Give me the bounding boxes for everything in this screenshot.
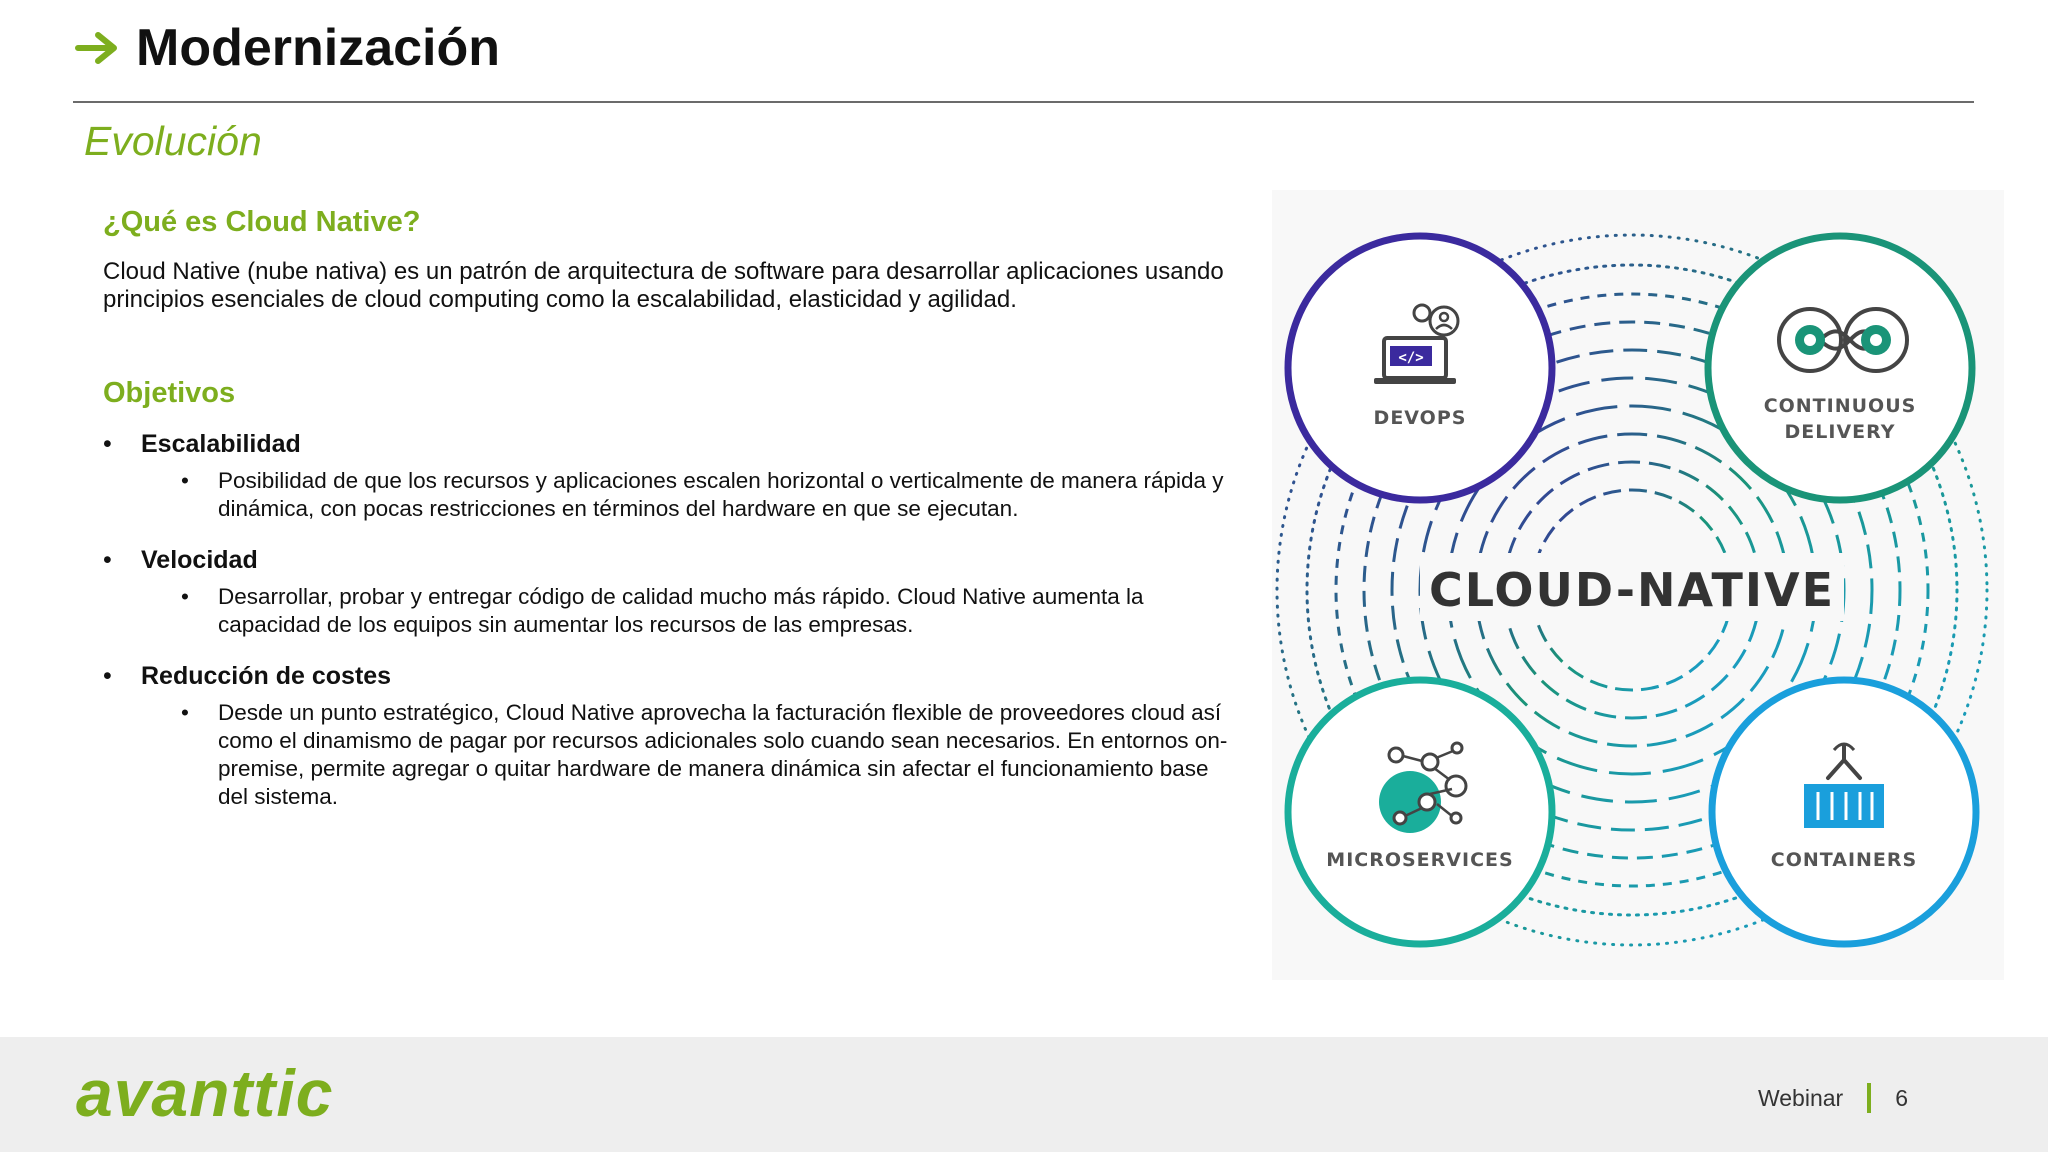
devops-node — [1288, 236, 1552, 500]
list-item — [103, 545, 1243, 639]
objective-detail: • Desde un punto estratégico, Cloud Native aprovecha la facturación flexible de proveedores cloud así como el dinamismo de pagar por recursos adicionales solo cuando sean necesarios. En entornos on-premise, permite agregar o quitar hardware de manera dinámica sin afectar el funcionamiento base del sistema. — [218, 699, 1243, 811]
objective-detail: • Posibilidad de que los recursos y aplicaciones escalen horizontal o verticalmente de manera rápida y dinámica, con pocas restricciones en términos del hardware en que se ejecutan. — [218, 467, 1243, 523]
brand-logo: avanttic — [76, 1056, 334, 1130]
cloud-native-diagram — [1272, 190, 2004, 980]
objective-title: • Escalabilidad — [103, 429, 1243, 459]
page-subtitle: Evolución — [84, 118, 262, 164]
continuous-delivery-label-2: DELIVERY — [1784, 421, 1896, 443]
header-divider — [73, 101, 1974, 103]
objectives-list — [103, 429, 1243, 811]
containers-node — [1712, 680, 1976, 944]
footer-label: Webinar — [1757, 1084, 1844, 1111]
microservices-node — [1288, 680, 1552, 944]
center-label: CLOUD-NATIVE — [1428, 563, 1836, 617]
svg-text:</>: </> — [1398, 350, 1424, 366]
footer — [0, 1037, 2048, 1152]
objective-title: • Reducción de costes — [103, 661, 1243, 691]
arrow-right-icon — [74, 30, 122, 66]
list-item — [103, 661, 1243, 811]
microservices-label: MICROSERVICES — [1326, 849, 1514, 871]
continuous-delivery-node — [1708, 236, 1972, 500]
content-column — [103, 205, 1243, 833]
page-number: 6 — [1895, 1084, 1908, 1111]
objective-detail: • Desarrollar, probar y entregar código de calidad mucho más rápido. Cloud Native aumenta la capacidad de los equipos sin aumentar los recursos de las empresas. — [218, 583, 1243, 639]
footer-separator — [1867, 1083, 1871, 1113]
page-title: Modernización — [136, 19, 501, 77]
containers-label: CONTAINERS — [1770, 849, 1918, 871]
intro-text: Cloud Native (nube nativa) es un patrón de arquitectura de software para desarrollar aplicaciones usando principios esenciales de cloud computing como la escalabilidad, elasticidad y agilidad. — [103, 257, 1224, 313]
slide-header — [74, 19, 501, 77]
objectives-heading: Objetivos — [103, 376, 236, 409]
footer-meta — [1758, 1083, 1908, 1113]
list-item — [103, 429, 1243, 523]
objective-title: • Velocidad — [103, 545, 1243, 575]
intro-heading: ¿Qué es Cloud Native? — [103, 206, 421, 238]
continuous-delivery-label-1: CONTINUOUS — [1763, 395, 1917, 417]
devops-label: DEVOPS — [1373, 407, 1467, 429]
